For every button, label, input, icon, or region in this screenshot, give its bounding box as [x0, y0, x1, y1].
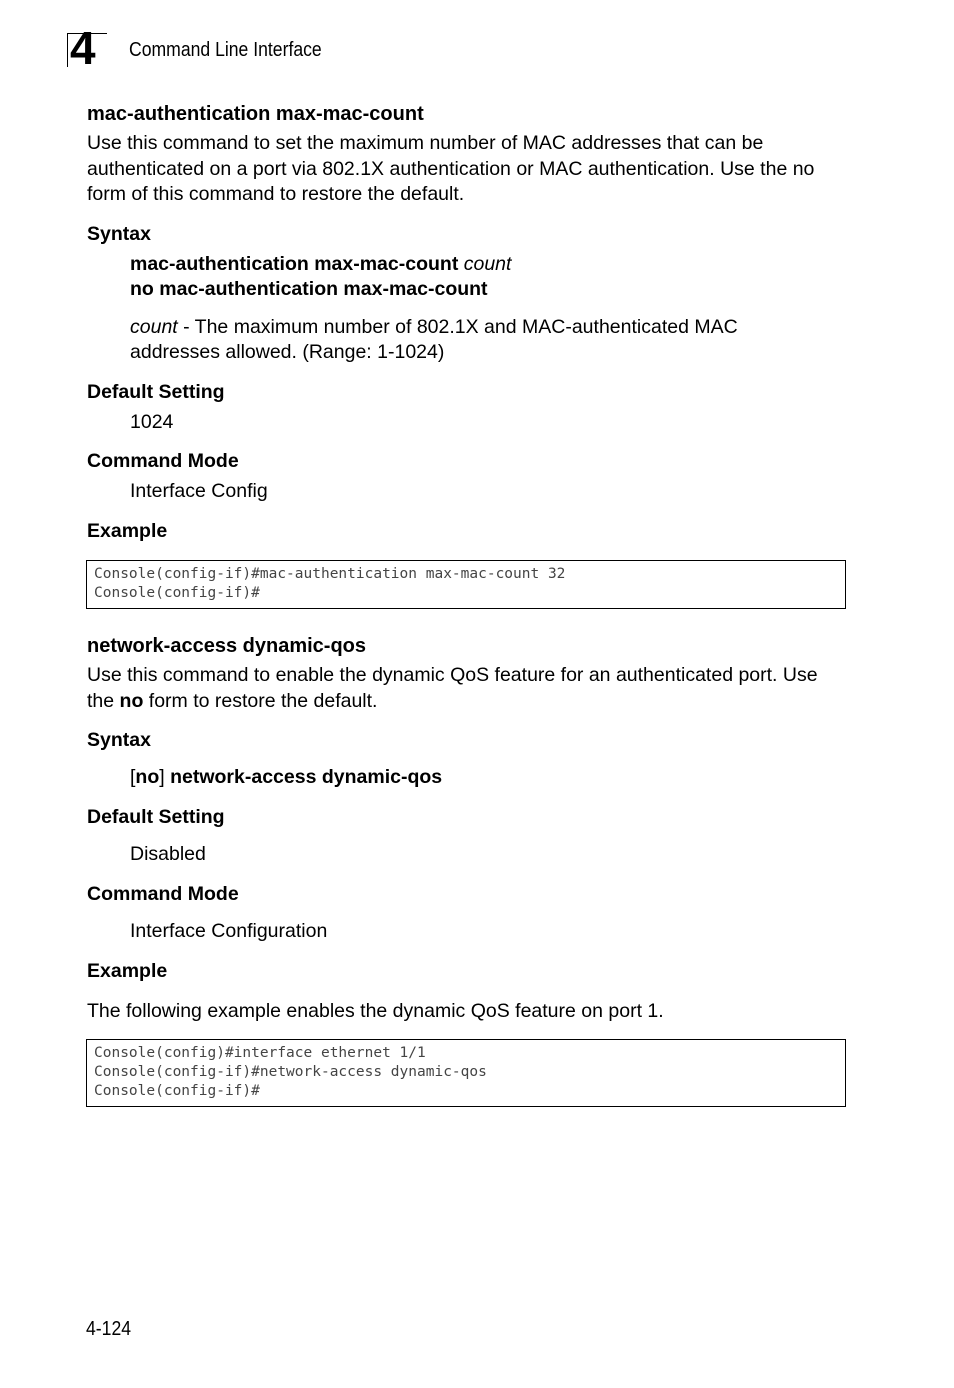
code-line: Console(config-if)#mac-authentication max-mac-count 32: [94, 566, 566, 582]
code-line: Console(config-if)#network-access dynamic-qos: [94, 1064, 487, 1080]
chapter-number: 4: [70, 22, 96, 74]
command-mode-heading: Command Mode: [87, 883, 239, 905]
description-text: form to restore the default.: [143, 689, 378, 712]
running-header-title: Command Line Interface: [129, 39, 322, 61]
syntax-bracket: ]: [159, 766, 171, 788]
default-setting-heading: Default Setting: [87, 806, 225, 828]
description-text: Use this command to enable the dynamic QoS feature for an authenticated port. Use the: [87, 664, 818, 712]
code-line: Console(config-if)#: [94, 585, 260, 601]
example-heading: Example: [87, 520, 168, 542]
command-description: [87, 663, 827, 714]
syntax-command: network-access dynamic-qos: [170, 766, 443, 788]
default-setting-value: 1024: [130, 411, 174, 433]
parameter-description: [130, 315, 810, 365]
code-line: Console(config)#interface ethernet 1/1: [94, 1045, 426, 1061]
syntax-line: [130, 765, 442, 790]
parameter-text: - The maximum number of 802.1X and MAC-authenticated MAC addresses allowed. (Range: 1-1024): [130, 316, 738, 363]
command-description: Use this command to set the maximum number of MAC addresses that can be authenticated on a port via 802.1X authentication or MAC authentication. Use the no form of this command to restore the default.: [87, 132, 815, 205]
default-setting-value: Disabled: [130, 843, 206, 865]
code-example: [86, 560, 846, 609]
example-intro: The following example enables the dynamic QoS feature on port 1.: [87, 1000, 664, 1022]
code-example: [86, 1039, 846, 1107]
parameter-name: count: [130, 316, 178, 338]
command-mode-value: Interface Configuration: [130, 920, 328, 942]
command-mode-heading: Command Mode: [87, 450, 239, 472]
example-heading: Example: [87, 960, 168, 982]
syntax-heading: Syntax: [87, 729, 151, 751]
page-number: 4-124: [86, 1318, 132, 1340]
syntax-bracket: [: [130, 766, 136, 788]
command-title: mac-authentication max-mac-count: [87, 103, 424, 125]
command-mode-value: Interface Config: [130, 480, 268, 502]
description-keyword: no: [119, 689, 144, 712]
syntax-no-form: no mac-authentication max-mac-count: [130, 278, 488, 300]
default-setting-heading: Default Setting: [87, 381, 225, 403]
syntax-no-keyword: no: [135, 766, 160, 788]
syntax-heading: Syntax: [87, 223, 151, 245]
syntax-line: [130, 252, 511, 277]
syntax-parameter: count: [463, 253, 512, 275]
command-title: network-access dynamic-qos: [87, 635, 366, 657]
syntax-command: mac-authentication max-mac-count: [130, 253, 459, 275]
code-line: Console(config-if)#: [94, 1083, 260, 1099]
